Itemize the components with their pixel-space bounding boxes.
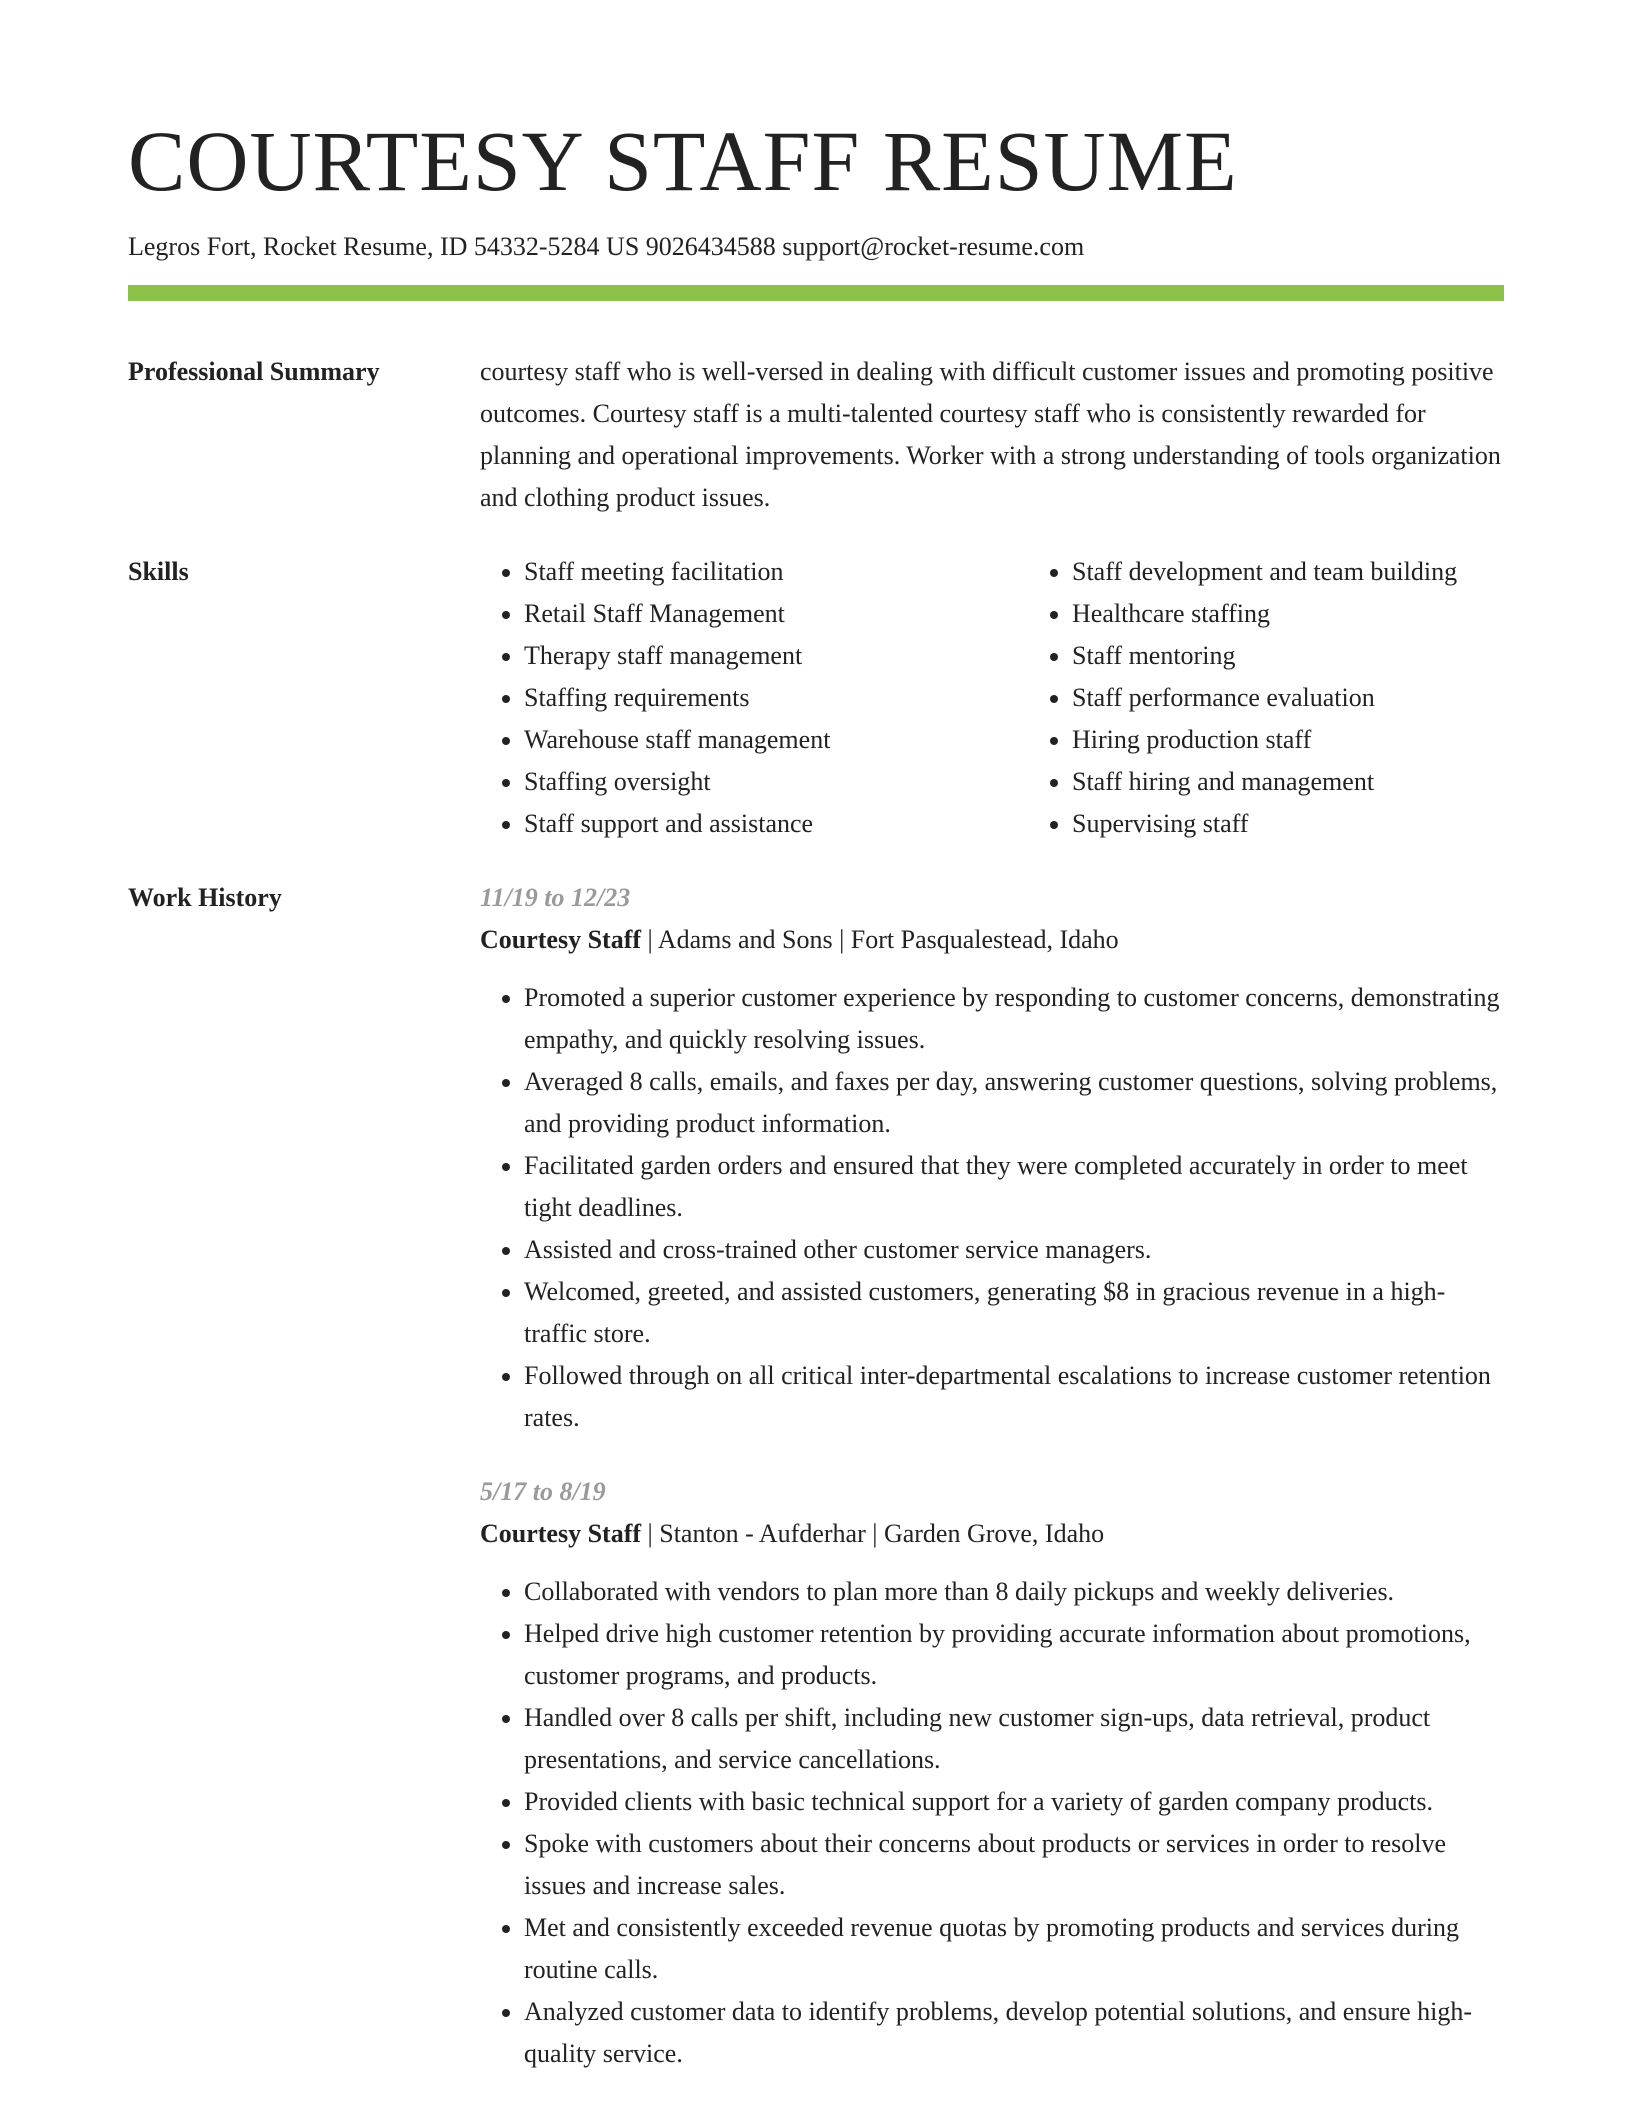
job-bullet: • Assisted and cross-trained other customer service managers. — [524, 1229, 1504, 1271]
skill-item: • Therapy staff management — [524, 635, 1028, 677]
job-bullet: • Collaborated with vendors to plan more than 8 daily pickups and weekly deliveries. — [524, 1571, 1504, 1613]
job-header — [480, 1513, 1504, 1555]
job-details: | Adams and Sons | Fort Pasqualestead, Idaho — [641, 924, 1119, 954]
job-title: Courtesy Staff — [480, 1518, 642, 1548]
job-bullet: • Promoted a superior customer experience by responding to customer concerns, demonstrating empathy, and quickly resolving issues. — [524, 977, 1504, 1061]
skill-item: • Staff development and team building — [1072, 551, 1576, 593]
work-history-body — [480, 877, 1504, 2075]
job-dates: 5/17 to 8/19 — [480, 1476, 606, 1506]
skill-item: • Warehouse staff management — [524, 719, 1028, 761]
job-bullet-list — [480, 977, 1504, 1439]
accent-divider — [128, 285, 1504, 301]
job-entry — [480, 877, 1504, 1439]
skills-column-right — [1028, 551, 1576, 845]
skills-column-left — [480, 551, 1028, 845]
skills-grid — [480, 551, 1576, 845]
work-history-section — [128, 877, 1504, 2075]
job-bullet: • Averaged 8 calls, emails, and faxes per day, answering customer questions, solving problems, and providing product information. — [524, 1061, 1504, 1145]
job-bullet: • Spoke with customers about their concerns about products or services in order to resolve issues and increase sales. — [524, 1823, 1504, 1907]
section-label-summary: Professional Summary — [128, 356, 380, 386]
skill-item: • Staff performance evaluation — [1072, 677, 1576, 719]
job-entry — [480, 1471, 1504, 2075]
resume-title: COURTESY STAFF RESUME — [128, 113, 1238, 209]
skill-item: • Hiring production staff — [1072, 719, 1576, 761]
professional-summary-section — [128, 351, 1504, 519]
resume-page — [128, 113, 1504, 2075]
skill-item: • Healthcare staffing — [1072, 593, 1576, 635]
job-bullet: • Helped drive high customer retention by providing accurate information about promotions, customer programs, and products. — [524, 1613, 1504, 1697]
skills-section — [128, 551, 1504, 845]
section-label-work-history: Work History — [128, 882, 282, 912]
skill-item: • Staffing requirements — [524, 677, 1028, 719]
skill-item: • Staff meeting facilitation — [524, 551, 1028, 593]
skill-item: • Staffing oversight — [524, 761, 1028, 803]
job-bullet: • Handled over 8 calls per shift, including new customer sign-ups, data retrieval, product presentations, and service cancellations. — [524, 1697, 1504, 1781]
section-label-skills: Skills — [128, 556, 189, 586]
skill-item: • Staff hiring and management — [1072, 761, 1576, 803]
job-title: Courtesy Staff — [480, 924, 642, 954]
skill-item: • Staff mentoring — [1072, 635, 1576, 677]
job-dates: 11/19 to 12/23 — [480, 882, 631, 912]
job-bullet: • Followed through on all critical inter-departmental escalations to increase customer retention rates. — [524, 1355, 1504, 1439]
job-bullet: • Provided clients with basic technical support for a variety of garden company products. — [524, 1781, 1504, 1823]
skill-item: • Supervising staff — [1072, 803, 1576, 845]
skill-item: • Retail Staff Management — [524, 593, 1028, 635]
job-bullet: • Analyzed customer data to identify problems, develop potential solutions, and ensure high-quality service. — [524, 1991, 1504, 2075]
skill-item: • Staff support and assistance — [524, 803, 1028, 845]
summary-text: courtesy staff who is well-versed in dealing with difficult customer issues and promoting positive outcomes. Courtesy staff is a multi-talented courtesy staff who is consistently rewarded for planning and operational improvements. Worker with a strong understanding of tools organization and clothing product issues. — [480, 356, 1501, 512]
job-bullet: • Met and consistently exceeded revenue quotas by promoting products and services during routine calls. — [524, 1907, 1504, 1991]
job-details: | Stanton - Aufderhar | Garden Grove, Idaho — [641, 1518, 1105, 1548]
job-bullet: • Welcomed, greeted, and assisted customers, generating $8 in gracious revenue in a high-traffic store. — [524, 1271, 1504, 1355]
job-bullet: • Facilitated garden orders and ensured that they were completed accurately in order to meet tight deadlines. — [524, 1145, 1504, 1229]
contact-line: Legros Fort, Rocket Resume, ID 54332-5284 US 9026434588 support@rocket-resume.com — [128, 232, 1085, 261]
job-bullet-list — [480, 1571, 1504, 2075]
job-header — [480, 919, 1504, 961]
